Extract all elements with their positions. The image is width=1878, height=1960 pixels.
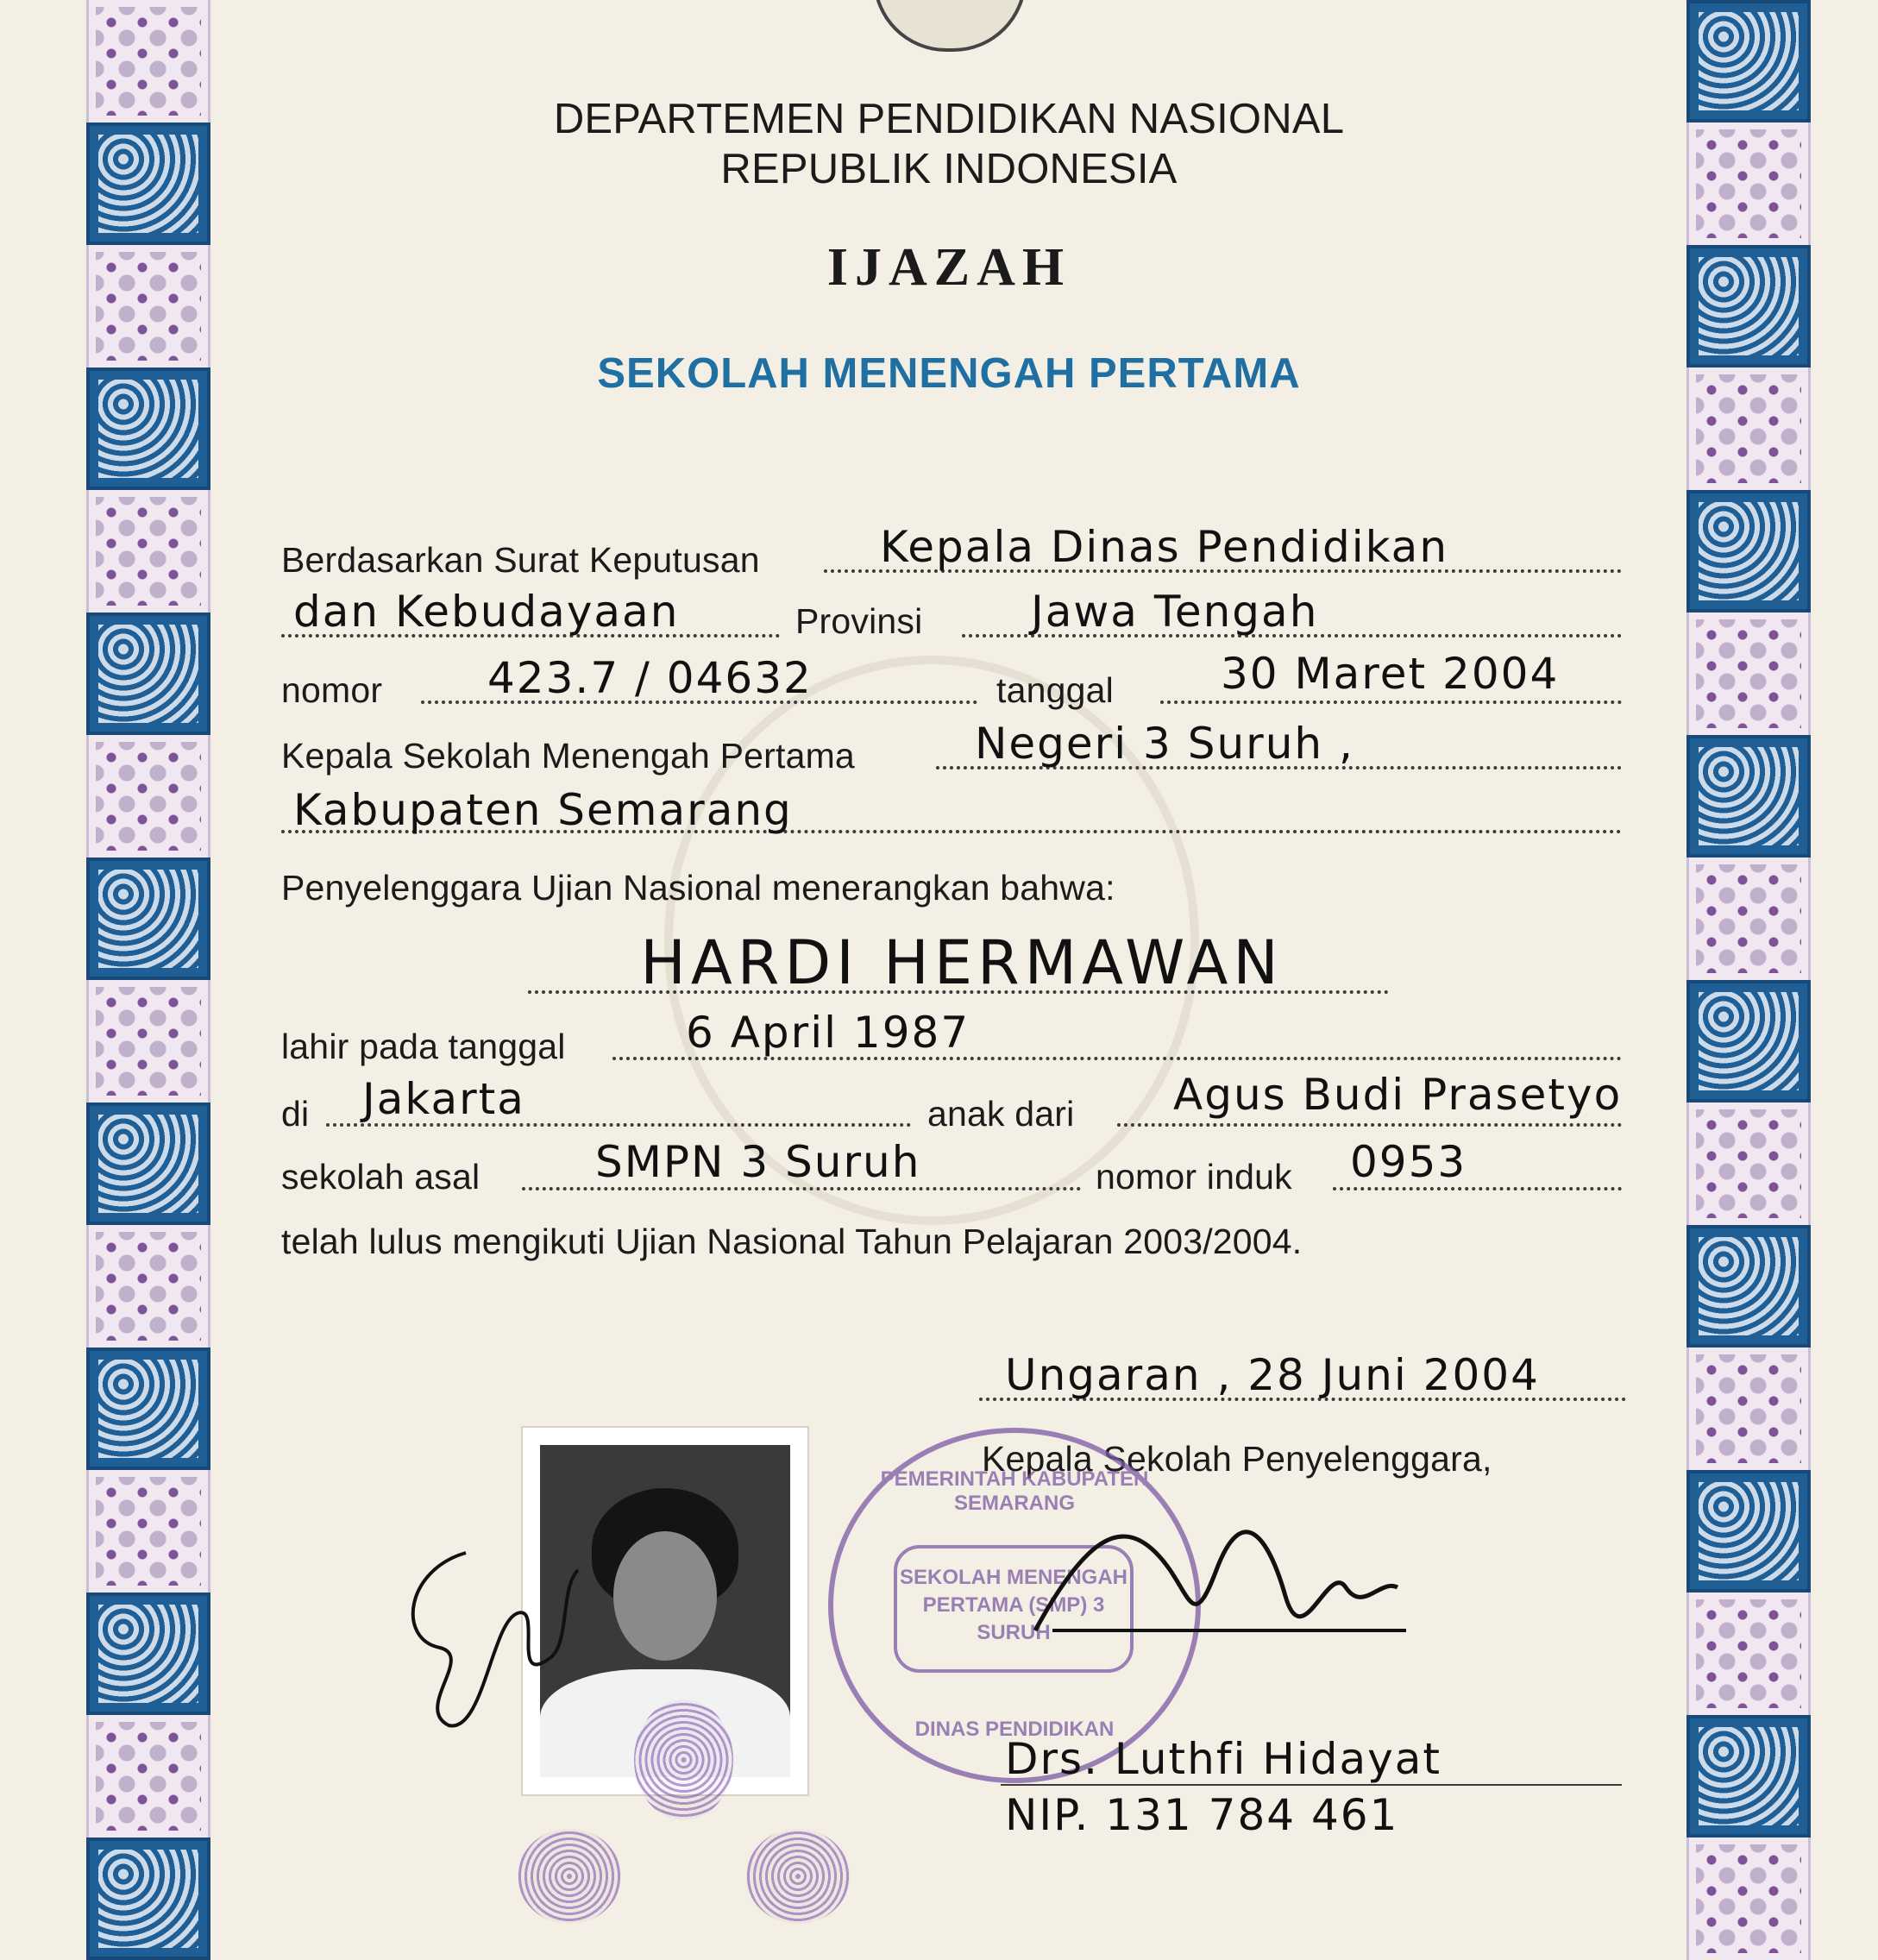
department-line-2: REPUBLIK INDONESIA xyxy=(720,146,1178,192)
thumbprint-bottom-left xyxy=(518,1829,621,1924)
di-value: Jakarta xyxy=(362,1074,525,1124)
label-tanggal: tanggal xyxy=(996,670,1114,710)
kepala-value-line-1: Negeri 3 Suruh , xyxy=(975,719,1354,769)
label-sekolah-asal: sekolah asal xyxy=(281,1157,480,1197)
border-tile-blue xyxy=(1686,1470,1811,1592)
anak-dari-value: Agus Budi Prasetyo xyxy=(1173,1070,1623,1120)
border-tile-blue xyxy=(86,1838,210,1960)
label-nomor: nomor xyxy=(281,670,383,710)
border-tile-lavender xyxy=(1686,1348,1811,1470)
student-signature xyxy=(388,1518,587,1743)
border-tile-lavender xyxy=(86,735,210,858)
provinsi-value: Jawa Tengah xyxy=(1031,587,1319,637)
border-tile-blue xyxy=(1686,1225,1811,1348)
border-tile-lavender xyxy=(86,1470,210,1592)
garuda-emblem-icon xyxy=(873,0,1027,52)
border-tile-blue xyxy=(86,1348,210,1470)
border-tile-blue xyxy=(86,1592,210,1715)
border-tile-lavender xyxy=(86,980,210,1102)
stamp-inner-line-2: PERTAMA (SMP) 3 xyxy=(922,1593,1105,1617)
stamp-inner-line-3: SURUH xyxy=(977,1621,1051,1644)
department-line-1: DEPARTEMEN PENDIDIKAN NASIONAL xyxy=(553,96,1345,142)
label-lahir: lahir pada tanggal xyxy=(281,1027,566,1066)
label-kepala-sekolah: Kepala Sekolah Menengah Pertama xyxy=(281,736,855,776)
label-surat-keputusan: Berdasarkan Surat Keputusan xyxy=(281,540,760,580)
label-anak-dari: anak dari xyxy=(927,1094,1075,1134)
border-tile-blue xyxy=(1686,735,1811,858)
border-tile-blue xyxy=(1686,490,1811,612)
school-level-heading: SEKOLAH MENENGAH PERTAMA xyxy=(597,350,1301,397)
nomor-induk-value: 0953 xyxy=(1350,1137,1467,1187)
stamp-ring-bottom: DINAS PENDIDIKAN xyxy=(914,1718,1115,1741)
border-tile-lavender xyxy=(86,490,210,612)
lahir-value: 6 April 1987 xyxy=(686,1008,970,1058)
headmaster-signature xyxy=(1018,1501,1415,1665)
tanggal-value: 30 Maret 2004 xyxy=(1221,649,1560,699)
border-tile-blue xyxy=(86,368,210,490)
thumbprint-bottom-right xyxy=(746,1829,850,1924)
student-name: HARDI HERMAWAN xyxy=(640,927,1284,998)
border-tile-blue xyxy=(1686,245,1811,368)
thumbprint-on-photo xyxy=(634,1699,733,1820)
sekolah-asal-value: SMPN 3 Suruh xyxy=(595,1137,921,1187)
signatory-nip: NIP. 131 784 461 xyxy=(1005,1790,1399,1840)
border-tile-blue xyxy=(1686,0,1811,122)
document-title: IJAZAH xyxy=(826,238,1071,297)
label-provinsi: Provinsi xyxy=(795,601,923,641)
border-tile-lavender xyxy=(1686,122,1811,245)
border-tile-lavender xyxy=(1686,858,1811,980)
label-penyelenggara: Penyelenggara Ujian Nasional menerangkan bahwa: xyxy=(281,868,1115,908)
stamp-ring-top: PEMERINTAH KABUPATEN SEMARANG xyxy=(880,1467,1149,1515)
border-tile-blue xyxy=(86,858,210,980)
border-tile-blue xyxy=(1686,980,1811,1102)
border-tile-blue xyxy=(86,612,210,735)
sk-value-line-2: dan Kebudayaan xyxy=(293,587,680,637)
border-tile-blue xyxy=(86,1102,210,1225)
label-di: di xyxy=(281,1094,310,1134)
border-tile-blue xyxy=(86,122,210,245)
border-tile-lavender xyxy=(1686,1838,1811,1960)
sk-value-line-1: Kepala Dinas Pendidikan xyxy=(880,522,1449,572)
border-tile-lavender xyxy=(86,0,210,122)
right-border-ornament xyxy=(1686,0,1811,1878)
border-tile-lavender xyxy=(86,1225,210,1348)
dotted-line xyxy=(1333,1187,1622,1190)
border-tile-lavender xyxy=(1686,612,1811,735)
graduation-statement: telah lulus mengikuti Ujian Nasional Tahun Pelajaran 2003/2004. xyxy=(281,1222,1303,1261)
place-and-date: Ungaran , 28 Juni 2004 xyxy=(1005,1350,1540,1400)
stamp-inner-line-1: SEKOLAH MENENGAH xyxy=(899,1566,1127,1589)
nomor-value: 423.7 / 04632 xyxy=(487,653,813,703)
border-tile-lavender xyxy=(1686,368,1811,490)
label-nomor-induk: nomor induk xyxy=(1096,1157,1292,1197)
signatory-role: Kepala Sekolah Penyelenggara, xyxy=(982,1439,1492,1479)
border-tile-blue xyxy=(1686,1715,1811,1838)
kepala-value-line-2: Kabupaten Semarang xyxy=(293,785,793,835)
border-tile-lavender xyxy=(1686,1592,1811,1715)
dotted-line xyxy=(522,1187,1081,1190)
border-tile-lavender xyxy=(86,1715,210,1838)
left-border-ornament xyxy=(86,0,210,1878)
signatory-underline xyxy=(1001,1784,1622,1786)
dotted-line xyxy=(1117,1123,1622,1127)
signatory-name: Drs. Luthfi Hidayat xyxy=(1005,1734,1441,1784)
border-tile-lavender xyxy=(1686,1102,1811,1225)
border-tile-lavender xyxy=(86,245,210,368)
dotted-line xyxy=(1160,700,1622,704)
